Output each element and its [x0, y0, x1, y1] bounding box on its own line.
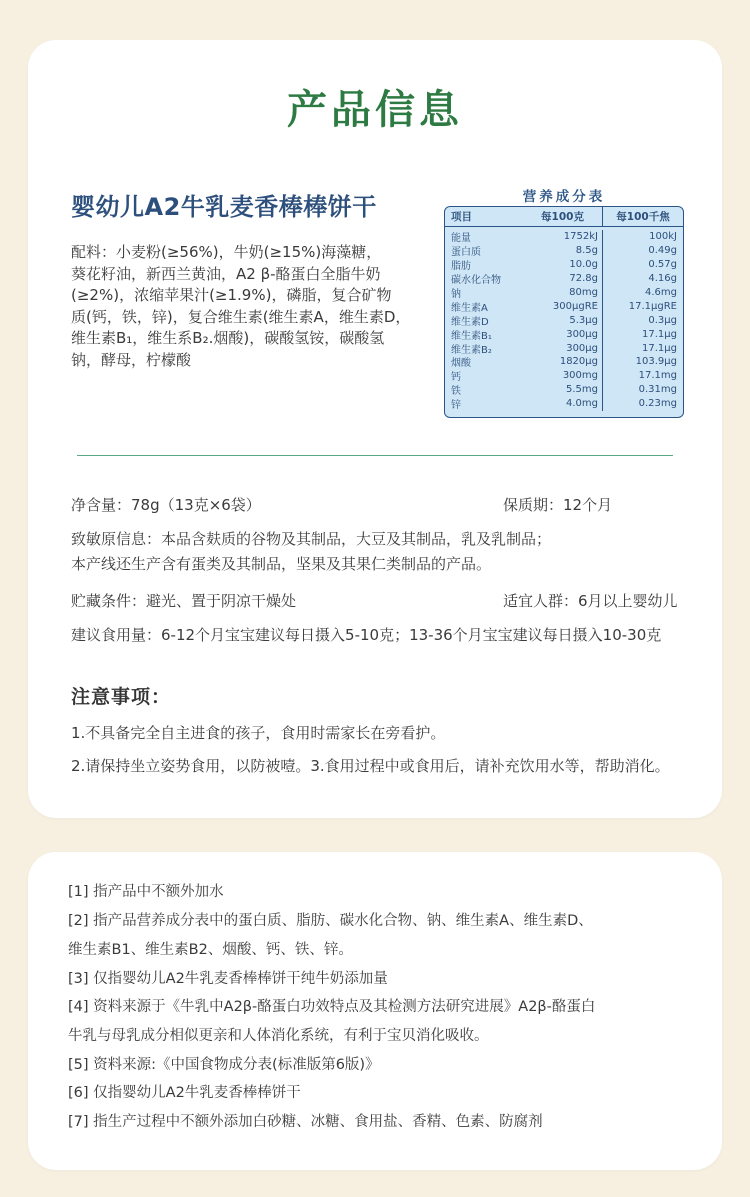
footnote: [2] 指产品营养成分表中的蛋白质、脂肪、碳水化合物、钠、维生素A、维生素D、: [68, 913, 593, 929]
footnote: [4] 资料来源于《牛乳中A2β-酪蛋白功效特点及其检测方法研究进展》A2β-酪蛋白: [68, 999, 596, 1015]
ingredients-line: 葵花籽油，新西兰黄油，A2 β-酪蛋白全脂牛奶: [71, 264, 381, 283]
value-per-100g: 300mg: [523, 369, 603, 383]
nutrient-name: 钙: [451, 372, 461, 384]
value-per-100kj: 0.23mg: [638, 398, 677, 410]
nutrient-name: 维生素D: [451, 316, 489, 328]
nutrient-name: 维生素B₂: [451, 344, 492, 356]
ingredients-line: 维生素B₁，维生系B₂.烟酸)，碳酸氢铵，碳酸氢: [71, 329, 385, 347]
ingredients-line: 配料：小麦粉(≥56%)，牛奶(≥15%)海藻糖，: [71, 243, 382, 261]
value-per-100kj: 0.49g: [648, 245, 677, 257]
storage-conditions: 贮藏条件：避光、置于阴凉干燥处: [71, 592, 297, 610]
nutrient-name: 钠: [451, 289, 461, 301]
value-per-100kj: 0.31mg: [638, 384, 677, 396]
footnote: [7] 指生产过程中不额外添加白砂糖、冰糖、食用盐、香精、色素、防腐剂: [68, 1114, 543, 1130]
header-per-100kj: 每100千焦: [616, 211, 670, 223]
value-per-100g: 4.0mg: [523, 397, 603, 411]
allergen-info-2: 本产线还生产含有蛋类及其制品，坚果及其果仁类制品的产品。: [71, 555, 492, 573]
section-divider: [77, 455, 673, 456]
nutrition-row: [445, 258, 683, 272]
nutrient-name: 锌: [451, 400, 461, 412]
nutrition-row: [445, 272, 683, 286]
nutrition-row: [445, 286, 683, 300]
nutrient-name: 铁: [451, 386, 461, 398]
ingredients-line: 钠，酵母，柠檬酸: [71, 350, 192, 369]
value-per-100g: 8.5g: [523, 244, 603, 258]
footnote: [6] 仅指婴幼儿A2牛乳麦香棒棒饼干: [68, 1085, 301, 1101]
nutrient-name: 能量: [451, 233, 471, 245]
nutrient-name: 脂肪: [451, 261, 471, 273]
nutrition-table: [444, 206, 684, 418]
footnote: 维生素B1、维生素B2、烟酸、钙、铁、锌。: [68, 942, 353, 958]
ingredients-line: 质(钙，铁，锌)，复合维生素(维生素A，维生素D，: [71, 307, 411, 326]
nutrition-row: [445, 397, 683, 411]
value-per-100g: 300μg: [523, 341, 603, 355]
header-per-100g: 每100克: [523, 207, 603, 226]
nutrition-row: [445, 313, 683, 327]
net-content: 净含量：78g（13克×6袋）: [71, 496, 261, 514]
value-per-100g: 300μgRE: [523, 299, 603, 313]
recommended-dosage: 建议食用量：6-12个月宝宝建议每日摄入5-10克；13-36个月宝宝建议每日摄入10-30克: [71, 626, 662, 644]
value-per-100kj: 17.1mg: [638, 370, 677, 382]
value-per-100kj: 17.1μg: [642, 328, 677, 340]
nutrition-table-header: [445, 207, 683, 227]
value-per-100kj: 0.3μg: [648, 314, 677, 326]
nutrient-name: 蛋白质: [451, 247, 481, 259]
value-per-100g: 72.8g: [523, 272, 603, 286]
footnote: [1] 指产品中不额外加水: [68, 884, 224, 900]
footnote: [3] 仅指婴幼儿A2牛乳麦香棒棒饼干纯牛奶添加量: [68, 971, 388, 987]
suitable-population: 适宜人群：6月以上婴幼儿: [503, 592, 678, 610]
value-per-100g: 300μg: [523, 327, 603, 341]
value-per-100kj: 4.16g: [648, 273, 677, 285]
nutrition-table-title: 营养成分表: [522, 189, 606, 205]
nutrition-row: [445, 244, 683, 258]
value-per-100kj: 17.1μg: [642, 342, 677, 354]
nutrition-row: [445, 369, 683, 383]
value-per-100g: 5.5mg: [523, 383, 603, 397]
nutrition-row: [445, 299, 683, 313]
allergen-info: 致敏原信息：本品含麸质的谷物及其制品，大豆及其制品，乳及乳制品；: [71, 530, 552, 548]
nutrition-table-body: [445, 227, 683, 411]
notice-title: 注意事项：: [71, 686, 172, 708]
nutrient-name: 维生素B₁: [451, 330, 492, 342]
notice-item-1: 1.不具备完全自主进食的孩子，食用时需家长在旁看护。: [71, 724, 446, 742]
product-info-card: [28, 40, 722, 818]
nutrition-row: [445, 383, 683, 397]
value-per-100g: 1820μg: [523, 355, 603, 369]
nutrition-row: [445, 341, 683, 355]
nutrition-row: [445, 355, 683, 369]
value-per-100g: 10.0g: [523, 258, 603, 272]
value-per-100kj: 100kJ: [649, 231, 677, 243]
ingredients: [71, 242, 426, 371]
value-per-100kj: 103.9μg: [635, 356, 677, 368]
ingredients-line: (≥2%)，浓缩苹果汁(≥1.9%)，磷脂，复合矿物: [71, 286, 392, 304]
value-per-100kj: 17.1μgRE: [628, 300, 677, 312]
nutrient-name: 维生素A: [451, 302, 488, 314]
value-per-100kj: 4.6mg: [645, 287, 677, 298]
nutrition-row: [445, 230, 683, 244]
shelf-life: 保质期：12个月: [503, 496, 613, 514]
notice-item-2: 2.请保持坐立姿势食用，以防被噎。3.食用过程中或食用后，请补充饮用水等，帮助消化。: [71, 757, 670, 775]
footnote: 牛乳与母乳成分相似更亲和人体消化系统，有利于宝贝消化吸收。: [68, 1028, 489, 1044]
value-per-100g: 5.3μg: [523, 313, 603, 327]
value-per-100g: 1752kJ: [523, 230, 603, 244]
value-per-100kj: 0.57g: [648, 259, 677, 271]
nutrient-name: 烟酸: [451, 358, 471, 370]
header-item: 项目: [451, 211, 472, 223]
nutrient-name: 碳水化合物: [451, 275, 501, 287]
value-per-100g: 80mg: [523, 286, 603, 300]
product-name: 婴幼儿A2牛乳麦香棒棒饼干: [71, 193, 377, 221]
footnotes-card: [28, 852, 722, 1170]
nutrition-row: [445, 327, 683, 341]
footnote: [5] 资料来源:《中国食物成分表(标准版第6版)》: [68, 1057, 380, 1073]
page-title: 产品信息: [287, 87, 463, 133]
